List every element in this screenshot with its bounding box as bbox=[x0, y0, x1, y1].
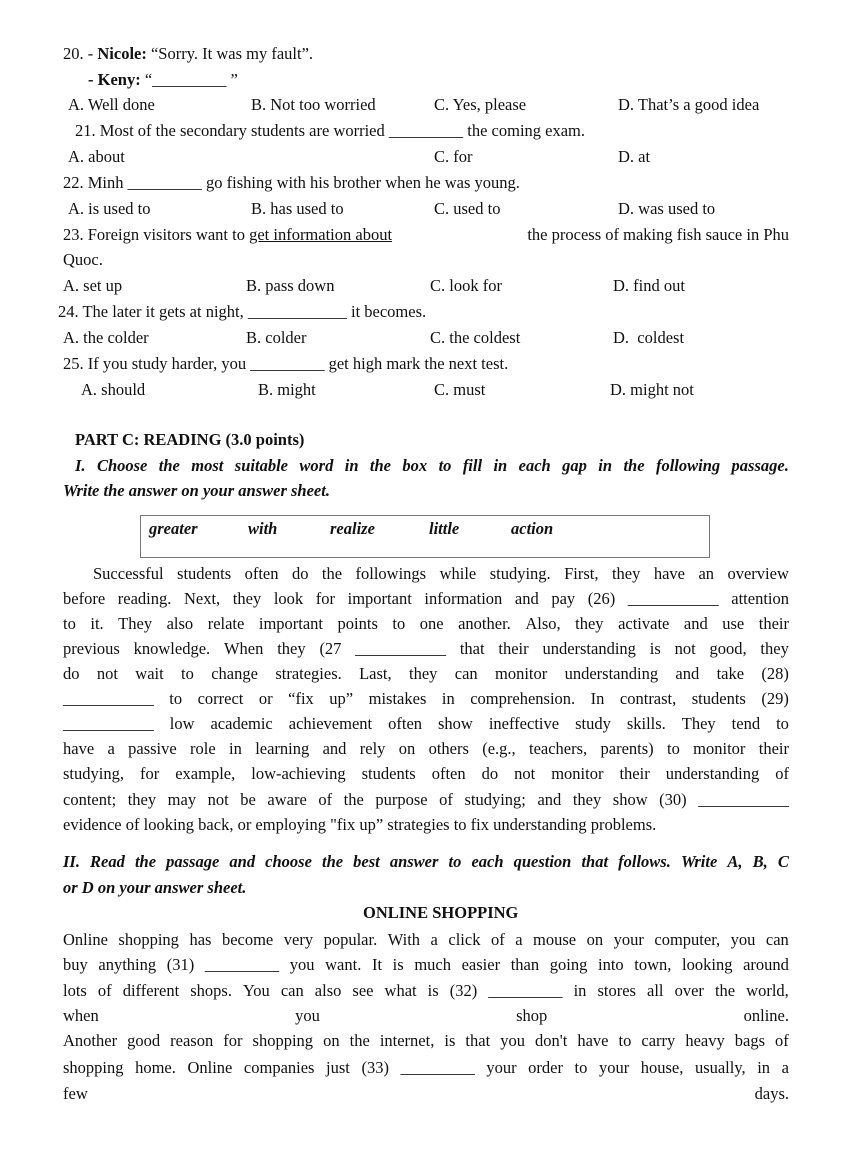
q22-option-b: B. has used to bbox=[251, 199, 344, 218]
q23-stem: 23. Foreign visitors want to get information about the process of making fish sauce in Phu bbox=[63, 225, 789, 244]
q24-option-b: B. colder bbox=[246, 328, 307, 347]
passage-line: Online shopping has become very popular. With a click of a mouse on your computer, you can bbox=[63, 930, 789, 949]
word-box-item: little bbox=[429, 519, 460, 538]
passage-line: evidence of looking back, or employing "fix up” strategies to fix understanding problems. bbox=[63, 815, 657, 834]
part-ii-instruction-1: II. Read the passage and choose the best answer to each question that follows. Write A, B, C bbox=[63, 852, 789, 871]
q25-stem: 25. If you study harder, you _________ get high mark the next test. bbox=[63, 354, 509, 373]
word-box-item: realize bbox=[330, 519, 375, 538]
passage-line: previous knowledge. When they (27 ___________ that their understanding is not good, they bbox=[63, 639, 789, 658]
q20-option-a: A. Well done bbox=[68, 95, 155, 114]
q22-option-c: C. used to bbox=[434, 199, 501, 218]
q24-stem: 24. The later it gets at night, ____________ it becomes. bbox=[58, 302, 427, 321]
q24-option-a: A. the colder bbox=[63, 328, 149, 347]
q21-option-a: A. about bbox=[68, 147, 125, 166]
q23-option-d: D. find out bbox=[613, 276, 685, 295]
q21-option-c: C. for bbox=[434, 147, 473, 166]
q23-option-c: C. look for bbox=[430, 276, 502, 295]
q20-option-d: D. That’s a good idea bbox=[618, 95, 760, 114]
q21-stem: 21. Most of the secondary students are worried _________ the coming exam. bbox=[75, 121, 586, 140]
q25-option-a: A. should bbox=[81, 380, 146, 399]
q20-option-b: B. Not too worried bbox=[251, 95, 376, 114]
part-c-instruction-2: Write the answer on your answer sheet. bbox=[63, 481, 330, 500]
q21-option-d: D. at bbox=[618, 147, 651, 166]
part-c-instruction-1: I. Choose the most suitable word in the box to fill in each gap in the following passage. bbox=[75, 456, 789, 475]
speaker-nicole: Nicole: bbox=[97, 44, 147, 63]
word-box bbox=[140, 515, 710, 558]
passage-line: do not wait to change strategies. Last, they can monitor understanding and take (28) bbox=[63, 664, 789, 683]
q24-option-d: D. coldest bbox=[613, 328, 685, 347]
q25-option-c: C. must bbox=[434, 380, 486, 399]
q23-option-b: B. pass down bbox=[246, 276, 335, 295]
q22-option-d: D. was used to bbox=[618, 199, 716, 218]
q23-stem-cont: Quoc. bbox=[63, 250, 103, 269]
passage-line: content; they may not be aware of the purpose of studying; and they show (30) ___________ bbox=[63, 790, 789, 809]
passage-line: ___________ to correct or “fix up” mistakes in comprehension. In contrast, students (29) bbox=[63, 689, 789, 708]
passage-line: have a passive role in learning and rely on others (e.g., teachers, parents) to monitor their bbox=[63, 739, 789, 758]
passage-line: before reading. Next, they look for important information and pay (26) ___________ attention bbox=[63, 589, 789, 608]
q23-option-a: A. set up bbox=[63, 276, 123, 295]
q20-option-c: C. Yes, please bbox=[434, 95, 527, 114]
word-box-item: with bbox=[248, 519, 278, 538]
q20-stem: 20. - Nicole: “Sorry. It was my fault”. bbox=[63, 44, 314, 63]
word-box-item: action bbox=[511, 519, 554, 538]
passage-line: Successful students often do the followings while studying. First, they have an overview bbox=[93, 564, 789, 583]
passage-2-title: ONLINE SHOPPING bbox=[363, 903, 519, 922]
passage-line: buy anything (31) _________ you want. It is much easier than going into town, looking around bbox=[63, 955, 789, 974]
q23-underlined-phrase: get information about bbox=[249, 225, 393, 244]
passage-line: few days. bbox=[63, 1084, 789, 1103]
part-ii-instruction-2: or D on your answer sheet. bbox=[63, 878, 247, 897]
passage-line: when you shop online. bbox=[63, 1006, 789, 1025]
q22-stem: 22. Minh _________ go fishing with his brother when he was young. bbox=[63, 173, 520, 192]
q20-response: - Keny: “_________ ” bbox=[88, 70, 238, 89]
passage-line: Another good reason for shopping on the internet, is that you don't have to carry heavy bags of bbox=[63, 1031, 789, 1050]
q22-option-a: A. is used to bbox=[68, 199, 151, 218]
q25-option-b: B. might bbox=[258, 380, 316, 399]
passage-line: studying, for example, low-achieving students often do not monitor their understanding of bbox=[63, 764, 789, 783]
passage-line: lots of different shops. You can also see what is (32) _________ in stores all over the world, bbox=[63, 981, 789, 1000]
speaker-keny: - Keny: bbox=[88, 70, 141, 89]
q25-option-d: D. might not bbox=[610, 380, 694, 399]
part-c-title: PART C: READING (3.0 points) bbox=[75, 430, 305, 449]
passage-line: shopping home. Online companies just (33) _________ your order to your house, usually, in a bbox=[63, 1058, 789, 1077]
q24-option-c: C. the coldest bbox=[430, 328, 521, 347]
passage-line: ___________ low academic achievement often show ineffective study skills. They tend to bbox=[63, 714, 789, 733]
passage-line: to it. They also relate important points to one another. Also, they activate and use their bbox=[63, 614, 789, 633]
word-box-item: greater bbox=[149, 519, 198, 538]
